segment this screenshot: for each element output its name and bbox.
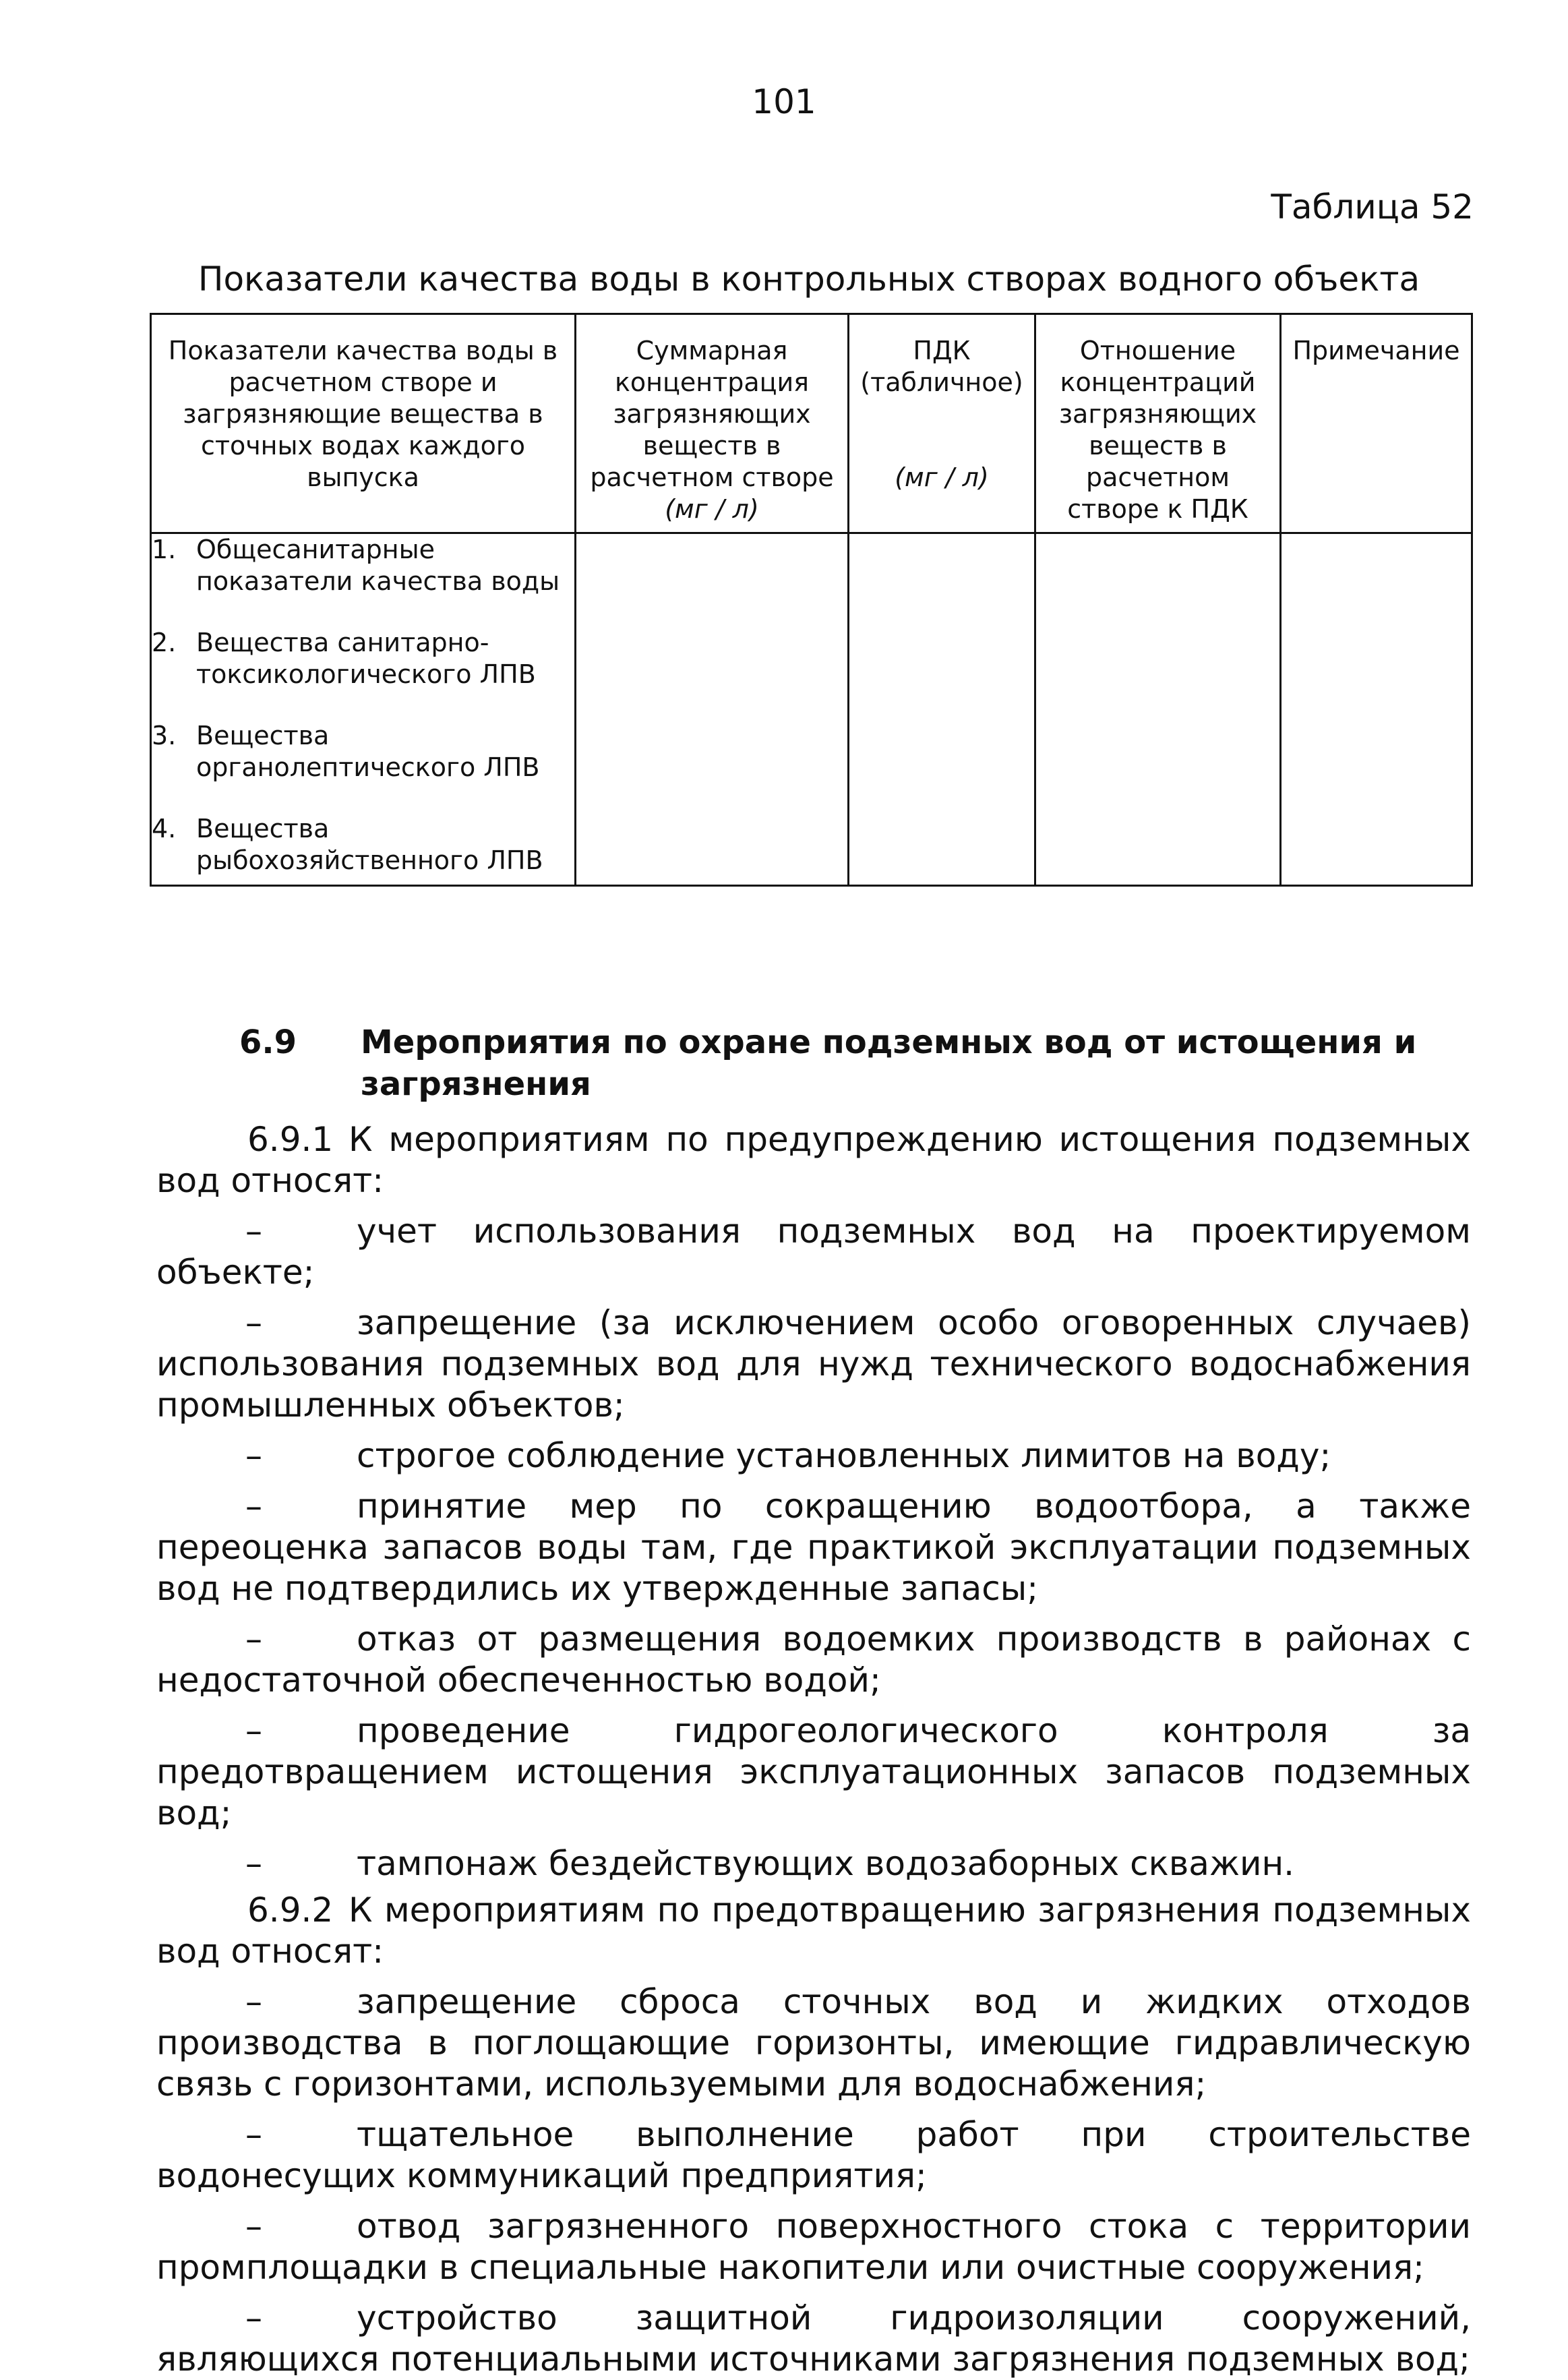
- bullet-text: тщательное выполнение работ при строительстве водонесущих коммуникаций предприятия;: [156, 2115, 1471, 2195]
- table-title: Показатели качества воды в контрольных створах водного объекта: [198, 260, 1420, 299]
- dash: –: [245, 1982, 262, 2021]
- dash: –: [245, 2115, 262, 2154]
- dash: –: [245, 1619, 262, 1659]
- header-text: ПДК (табличное): [860, 336, 1023, 397]
- header-text: Суммарная концентрация загрязняющих веществ в расчетном створе: [590, 336, 834, 492]
- table-cell: [1035, 533, 1281, 886]
- dash: –: [245, 2298, 262, 2338]
- bullet-text: проведение гидрогеологического контроля за предотвращением истощения эксплуатационных запасов подземных вод;: [156, 1711, 1471, 1833]
- bullet-text: учет использования подземных вод на проектируемом объекте;: [156, 1212, 1471, 1292]
- bullet-item: [156, 2288, 1471, 2380]
- paragraph-number: 6.9.2: [247, 1891, 334, 1930]
- list-item: [152, 534, 574, 597]
- header-text: Показатели качества воды в расчетном створе и загрязняющие вещества в сточных водах каждого выпуска: [168, 336, 558, 492]
- row-text: Общесанитарные показатели качества воды: [196, 535, 560, 596]
- body-text: [156, 1119, 1471, 2380]
- bullet-item: [156, 1293, 1471, 1426]
- dash: –: [245, 1711, 262, 1750]
- table-cell: [576, 533, 849, 886]
- table-header-cell: [1281, 314, 1472, 533]
- bullet-item: [156, 1426, 1471, 1477]
- header-text: Отношение концентраций загрязняющих веществ в расчетном створе к ПДК: [1058, 336, 1257, 524]
- table-header-cell: [151, 314, 576, 533]
- table-row: [151, 533, 1472, 886]
- paragraph-691: [156, 1119, 1471, 1201]
- bullet-text: устройство защитной гидроизоляции сооружений, являющихся потенциальными источниками загрязнения подземных вод;: [156, 2298, 1471, 2379]
- table-label: Таблица 52: [1271, 187, 1474, 227]
- list-item: [152, 720, 574, 783]
- paragraph-692: [156, 1890, 1471, 1972]
- table-header-cell: [576, 314, 849, 533]
- table-cell: [1281, 533, 1472, 886]
- row-number: 3.: [152, 721, 177, 750]
- list-item: [152, 627, 574, 690]
- bullet-item: [156, 1477, 1471, 1609]
- bullet-text: отвод загрязненного поверхностного стока с территории промплощадки в специальные накопители или очистные сооружения;: [156, 2207, 1471, 2287]
- paragraph-number: 6.9.1: [247, 1120, 334, 1159]
- bullet-item: [156, 1201, 1471, 1293]
- table-header-row: [151, 314, 1472, 533]
- bullet-item: [156, 1609, 1471, 1701]
- bullet-item: [156, 2197, 1471, 2288]
- dash: –: [245, 2207, 262, 2246]
- bullet-text: принятие мер по сокращению водоотбора, а также переоценка запасов воды там, где практикой эксплуатации подземных вод не подтвердились их утвержденные запасы;: [156, 1487, 1471, 1608]
- bullet-item: [156, 1834, 1471, 1884]
- table-header-cell: [849, 314, 1035, 533]
- row-number: 2.: [152, 628, 177, 657]
- header-unit: (мг / л): [665, 494, 759, 524]
- header-unit: (мг / л): [895, 463, 989, 492]
- section-number: 6.9: [239, 1023, 297, 1061]
- dash: –: [245, 1303, 262, 1342]
- bullet-item: [156, 2105, 1471, 2197]
- table-header-cell: [1035, 314, 1281, 533]
- row-text: Вещества санитарно-токсикологического ЛПВ: [196, 628, 536, 689]
- paragraph-text: К мероприятиям по предупреждению истощения подземных вод относят:: [156, 1120, 1471, 1200]
- bullet-item: [156, 1701, 1471, 1834]
- row-text: Вещества рыбохозяйственного ЛПВ: [196, 814, 543, 875]
- section-title: Мероприятия по охране подземных вод от истощения и загрязнения: [361, 1023, 1417, 1103]
- dash: –: [245, 1212, 262, 1251]
- bullet-text: тампонаж бездействующих водозаборных скважин.: [357, 1844, 1295, 1883]
- bullet-item: [156, 1972, 1471, 2105]
- bullet-text: запрещение сброса сточных вод и жидких отходов производства в поглощающие горизонты, имеющие гидравлическую связь с горизонтами, используемыми для водоснабжения;: [156, 1982, 1471, 2104]
- header-text: Примечание: [1292, 336, 1460, 365]
- table-cell: [849, 533, 1035, 886]
- row-text: Вещества органолептического ЛПВ: [196, 721, 540, 782]
- section-heading: [239, 1021, 1453, 1105]
- table-cell: [151, 533, 576, 886]
- dash: –: [245, 1487, 262, 1526]
- data-table: [150, 313, 1473, 887]
- bullet-text: запрещение (за исключением особо оговоренных случаев) использования подземных вод для нужд технического водоснабжения промышленных объектов;: [156, 1303, 1471, 1425]
- row-number: 1.: [152, 535, 177, 564]
- paragraph-text: К мероприятиям по предотвращению загрязнения подземных вод относят:: [156, 1891, 1471, 1971]
- bullet-text: отказ от размещения водоемких производств в районах с недостаточной обеспеченностью водой;: [156, 1619, 1471, 1700]
- bullet-text: строгое соблюдение установленных лимитов на воду;: [357, 1436, 1331, 1475]
- list-item: [152, 813, 574, 876]
- dash: –: [245, 1436, 262, 1475]
- page-number: 101: [752, 82, 816, 121]
- dash: –: [245, 1844, 262, 1883]
- row-number: 4.: [152, 814, 177, 843]
